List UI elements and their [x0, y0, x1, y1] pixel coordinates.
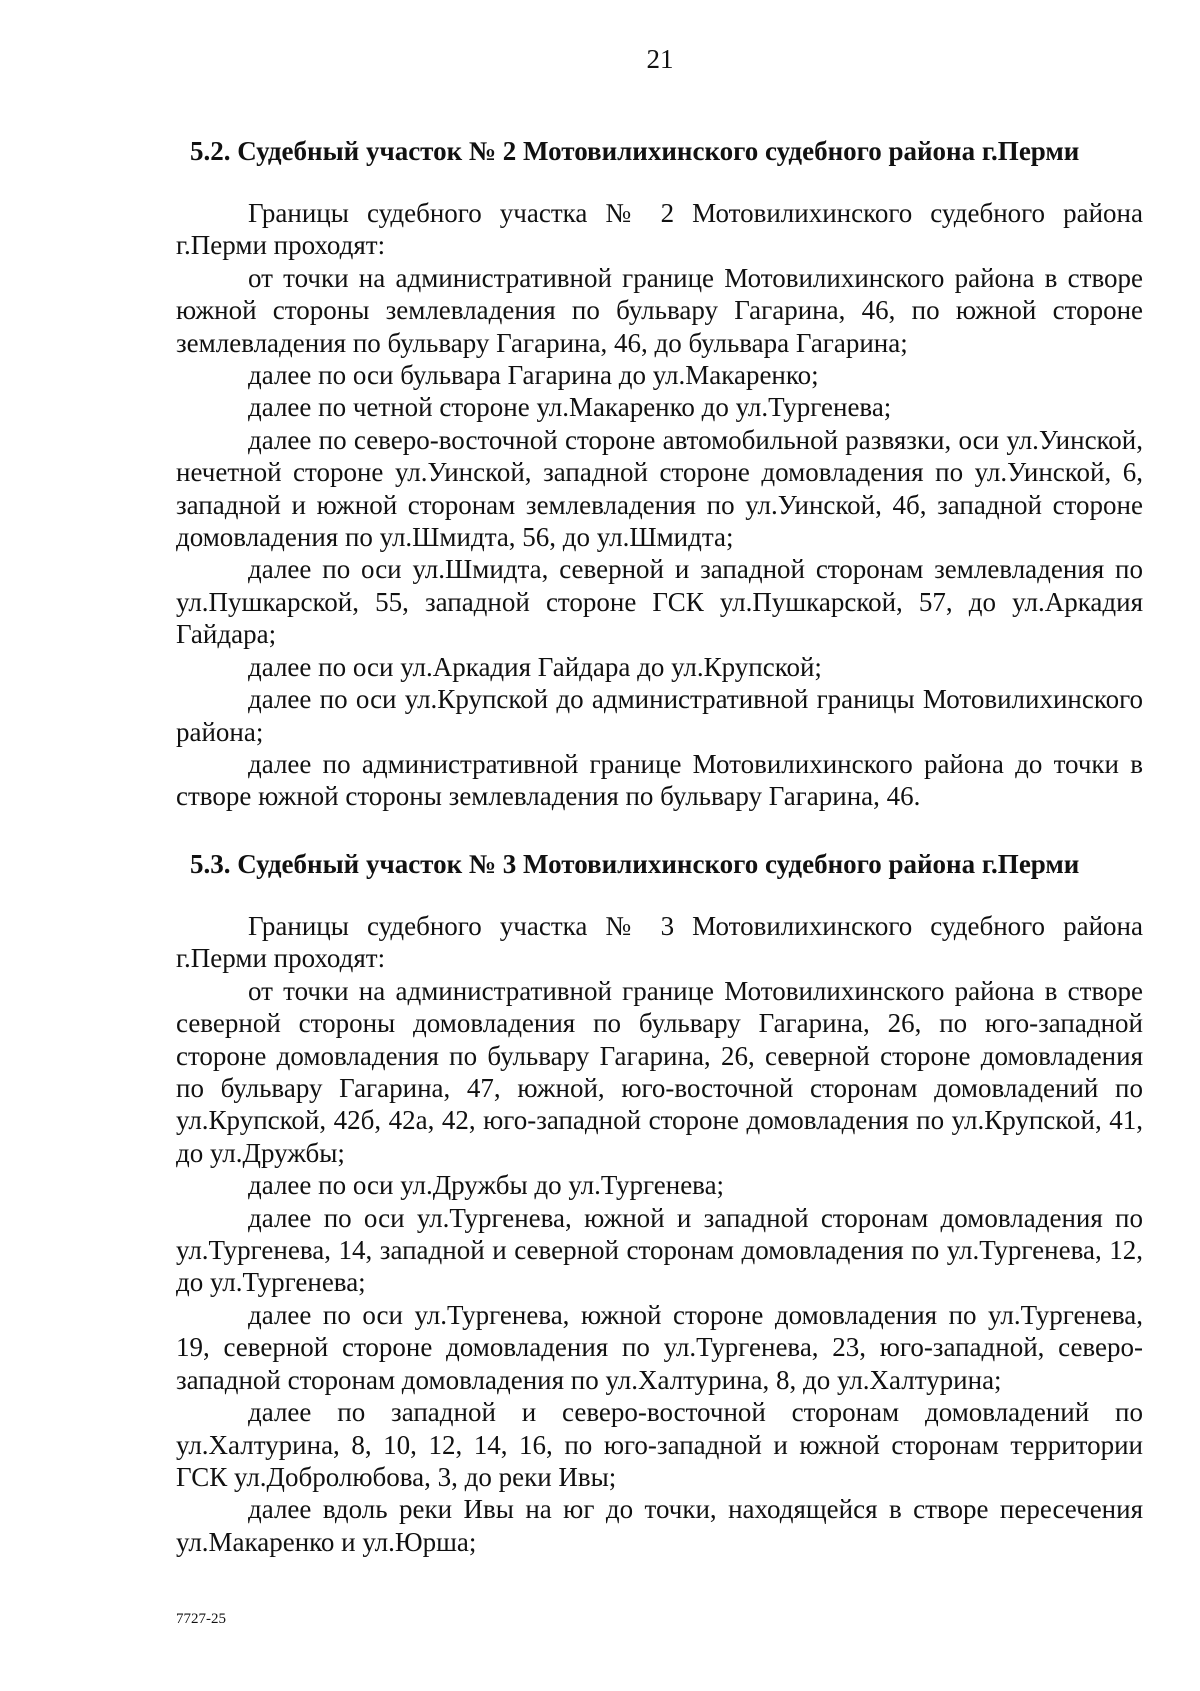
section-heading-5-3: 5.3. Судебный участок № 3 Мотовилихинского судебного района г.Перми	[190, 849, 1080, 879]
paragraph: далее по западной и северо-восточной сторонам домовладений по ул.Халтурина, 8, 10, 12, 14, 16, по юго-западной и южной сторонам территории ГСК ул.Добролюбова, 3, до реки Ивы;	[176, 1397, 1143, 1492]
paragraph: далее по оси ул.Тургенева, южной стороне домовладения по ул.Тургенева, 19, северной стороне домовладения по ул.Тургенева, 23, юго-западной, северо-западной сторонам домовладения по ул.Халтурина, 8, до ул.Халтурина;	[176, 1299, 1143, 1395]
section-body-5-2	[176, 197, 1143, 813]
page-number: 21	[646, 44, 674, 74]
paragraph: Границы судебного участка № 3 Мотовилихинского судебного района г.Перми проходят:	[176, 911, 1143, 974]
paragraph: далее по оси ул.Дружбы до ул.Тургенева;	[248, 1170, 725, 1201]
paragraph: от точки на административной границе Мотовилихинского района в створе северной стороны домовладения по бульвару Гагарина, 26, по юго-западной стороне домовладения по бульвару Гагарина, 26, северной стороне домовладения по бульвару Гагарина, 47, южной, юго-восточной сторонам домовладений по ул.Крупской, 42б, 42а, 42, юго-западной стороне домовладения по ул.Крупской, 41, до ул.Дружбы;	[176, 975, 1143, 1168]
paragraph: далее по оси бульвара Гагарина до ул.Макаренко;	[248, 360, 819, 391]
paragraph: Границы судебного участка № 2 Мотовилихинского судебного района г.Перми проходят:	[176, 198, 1143, 261]
paragraph: далее по оси ул.Крупской до административной границы Мотовилихинского района;	[176, 684, 1143, 747]
section-body-5-3	[176, 910, 1143, 1558]
paragraph: далее по оси ул.Шмидта, северной и западной сторонам землевладения по ул.Пушкарской, 55, западной стороне ГСК ул.Пушкарской, 57, до ул.Аркадия Гайдара;	[176, 554, 1143, 650]
paragraph: далее по оси ул.Тургенева, южной и западной сторонам домовладения по ул.Тургенева, 14, западной и северной сторонам домовладения по ул.Тургенева, 12, до ул.Тургенева;	[176, 1202, 1143, 1298]
paragraph: от точки на административной границе Мотовилихинского района в створе южной стороны землевладения по бульвару Гагарина, 46, по южной стороне землевладения по бульвару Гагарина, 46, до бульвара Гагарина;	[176, 262, 1143, 358]
document-code: 7727-25	[176, 1611, 226, 1627]
section-heading-5-2: 5.2. Судебный участок № 2 Мотовилихинского судебного района г.Перми	[190, 136, 1080, 166]
paragraph: далее вдоль реки Ивы на юг до точки, находящейся в створе пересечения ул.Макаренко и ул.Юрша;	[176, 1494, 1143, 1557]
paragraph: далее по оси ул.Аркадия Гайдара до ул.Крупской;	[248, 651, 822, 682]
paragraph: далее по северо-восточной стороне автомобильной развязки, оси ул.Уинской, нечетной стороне ул.Уинской, западной стороне домовладения по ул.Уинской, 6, западной и южной сторонам землевладения по ул.Уинской, 4б, западной стороне домовладения по ул.Шмидта, 56, до ул.Шмидта;	[176, 424, 1143, 553]
paragraph: далее по четной стороне ул.Макаренко до ул.Тургенева;	[248, 392, 892, 423]
paragraph: далее по административной границе Мотовилихинского района до точки в створе южной стороны землевладения по бульвару Гагарина, 46.	[176, 748, 1143, 812]
